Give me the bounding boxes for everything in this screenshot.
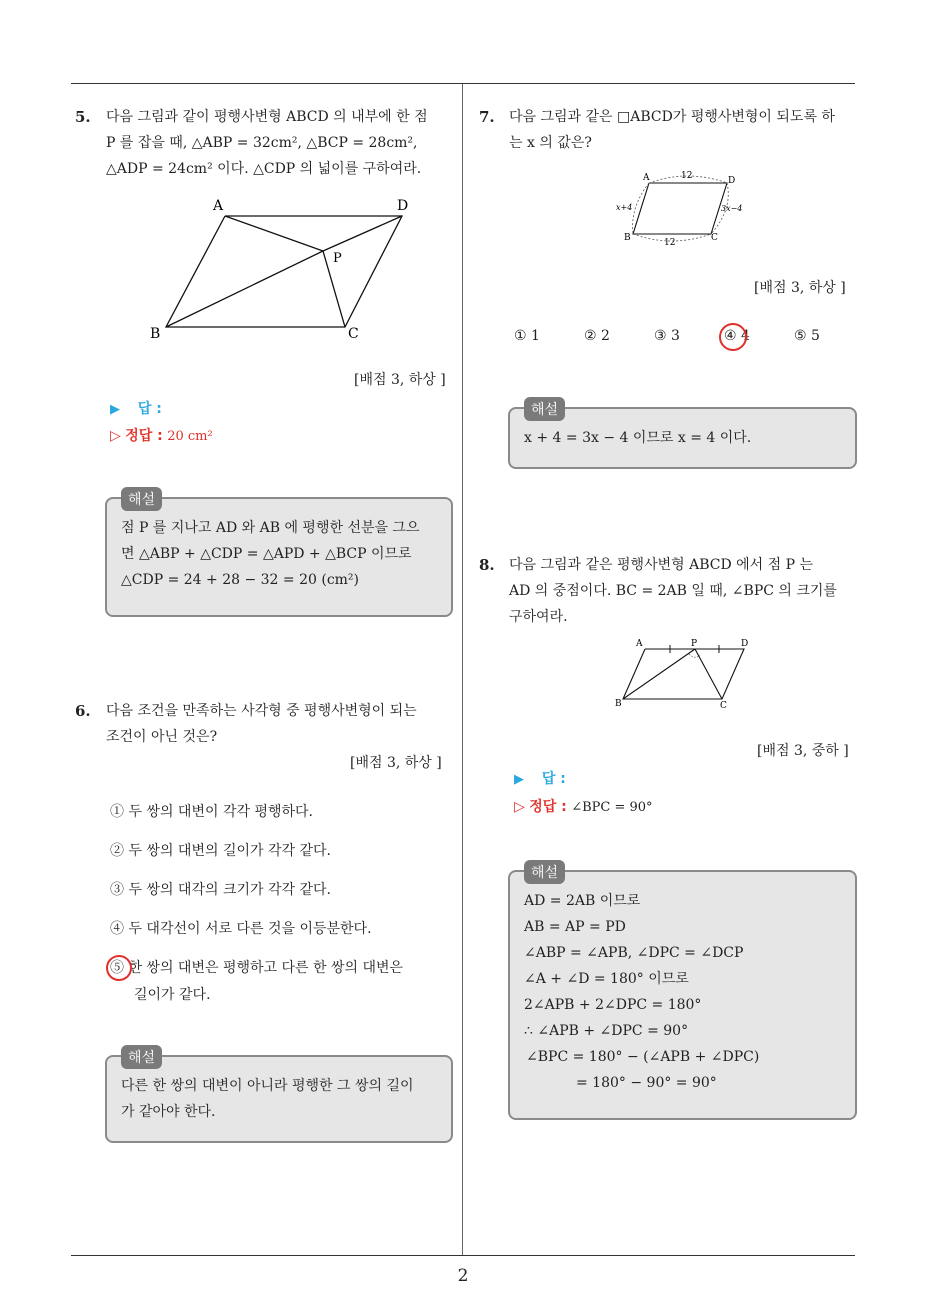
triangle-outline-icon: ▷ [514,799,525,815]
explanation-line: △CDP = 24 + 28 − 32 = 20 (cm²) [121,572,360,588]
correct-answer-row [110,425,213,445]
option-3[interactable]: ③ 두 쌍의 대각의 크기가 각각 같다. [110,882,331,898]
choice-2[interactable]: ② 2 [584,328,610,344]
vertex-label: C [711,233,718,243]
vertex-label: B [624,233,631,243]
question-line: 구하여라. [509,609,568,625]
edge-label: 12 [681,171,693,181]
question-line: AD 의 중점이다. BC = 2AB 일 때, ∠BPC 의 크기를 [509,583,837,599]
explanation-line: ∴ ∠APB + ∠DPC = 90° [524,1023,689,1039]
vertex-label: C [720,701,727,711]
vertex-label: D [397,198,409,214]
explanation-line: AB = AP = PD [524,919,626,935]
explanation-line: 2∠APB + 2∠DPC = 180° [524,997,702,1013]
vertex-label: P [691,639,698,649]
correct-value: ∠BPC = 90° [571,800,653,815]
explanation-text [121,515,441,593]
parallelogram-figure-q5 [140,190,430,350]
vertex-label: D [741,639,749,649]
explanation-tag: 해설 [524,397,565,421]
explanation-line: AD = 2AB 이므로 [524,893,641,909]
correct-label: 정답 : [529,799,567,815]
correct-label: 정답 : [125,428,163,444]
question-line: P 를 잡을 때, △ABP = 32cm², △BCP = 28cm², [106,135,418,151]
explanation-box [508,865,857,1120]
vertex-label: A [636,639,643,649]
option-1[interactable]: ① 두 쌍의 대변이 각각 평행하다. [110,804,313,820]
option-5-continuation: 길이가 같다. [134,987,211,1003]
correct-value: 20 cm² [167,429,213,444]
question-number: 8. [479,556,495,574]
explanation-text [524,888,845,1096]
explanation-line: 점 P 를 지나고 AD 와 AB 에 평행한 선분을 그으 [121,520,420,536]
top-rule [71,83,855,84]
question-line: △ADP = 24cm² 이다. △CDP 의 넓이를 구하여라. [106,161,422,177]
option-4[interactable]: ④ 두 대각선이 서로 다른 것을 이등분한다. [110,921,372,937]
vertex-label: B [615,699,622,709]
vertex-label: B [150,326,161,342]
explanation-box [105,1050,453,1143]
correct-answer-row [514,796,653,816]
score-label: [배점 3, 중하 ] [757,743,849,759]
column-divider [462,84,463,1256]
answer-label: 답 : [137,401,162,417]
question-line: 다음 그림과 같은 평행사변형 ABCD 에서 점 P 는 [509,557,813,573]
explanation-text [121,1073,441,1125]
question-line: 조건이 아닌 것은? [106,729,218,745]
option-2[interactable]: ② 두 쌍의 대변의 길이가 각각 같다. [110,843,331,859]
answer-input-row[interactable] [110,398,162,418]
answer-label: 답 : [541,771,566,787]
choice-4[interactable]: ④ 4 [724,328,750,344]
explanation-tag: 해설 [121,487,162,511]
explanation-box [508,402,857,469]
vertex-label: D [728,176,736,186]
bottom-rule [71,1255,855,1256]
choice-5[interactable]: ⑤ 5 [794,328,820,344]
choice-3[interactable]: ③ 3 [654,328,680,344]
answer-input-row[interactable] [514,768,566,788]
question-number: 5. [75,108,91,126]
explanation-text [524,425,845,451]
question-line: 다음 그림과 같은 □ABCD가 평행사변형이 되도록 하 [509,109,835,125]
vertex-label: A [213,198,224,214]
score-label: [배점 3, 하상 ] [754,280,846,296]
play-icon: ▶ [110,402,120,417]
explanation-line: ∠ABP = ∠APB, ∠DPC = ∠DCP [524,945,744,961]
question-number: 7. [479,108,495,126]
question-number: 6. [75,702,91,720]
score-label: [배점 3, 하상 ] [350,755,442,771]
vertex-label: P [333,251,342,266]
parallelogram-figure-q8 [612,632,762,714]
vertex-label: C [348,326,359,342]
question-text [106,698,456,750]
page-number: 2 [457,1266,469,1286]
selected-answer-circle [719,323,747,351]
explanation-line: ∠A + ∠D = 180° 이므로 [524,971,689,987]
explanation-box [105,492,453,617]
edge-label: 12 [664,238,676,248]
question-text [509,104,859,156]
question-line: 다음 그림과 같이 평행사변형 ABCD 의 내부에 한 점 [106,109,428,125]
explanation-line: 다른 한 쌍의 대변이 아니라 평행한 그 쌍의 길이 [121,1078,414,1094]
option-5[interactable]: ⑤ 한 쌍의 대변은 평행하고 다른 한 쌍의 대변은 [110,960,404,976]
edge-label: x+4 [616,203,633,212]
question-text [509,552,861,630]
question-line: 는 x 의 값은? [509,135,592,151]
play-icon: ▶ [514,772,524,787]
score-label: [배점 3, 하상 ] [354,372,446,388]
explanation-tag: 해설 [121,1045,162,1069]
choice-1[interactable]: ① 1 [514,328,540,344]
selected-answer-circle [106,955,132,981]
explanation-line: ∠BPC = 180° − (∠APB + ∠DPC) [526,1049,760,1065]
explanation-line: 가 같아야 한다. [121,1104,216,1120]
question-text [106,104,456,182]
explanation-line: 면 △ABP + △CDP = △APD + △BCP 이므로 [121,546,412,562]
explanation-tag: 해설 [524,860,565,884]
edge-label: 3x−4 [721,204,743,213]
explanation-line: x + 4 = 3x − 4 이므로 x = 4 이다. [524,430,752,446]
vertex-label: A [643,173,650,183]
explanation-line: = 180° − 90° = 90° [576,1075,717,1091]
parallelogram-figure-q7 [615,165,755,250]
question-line: 다음 조건을 만족하는 사각형 중 평행사변형이 되는 [106,703,417,719]
triangle-outline-icon: ▷ [110,428,121,444]
